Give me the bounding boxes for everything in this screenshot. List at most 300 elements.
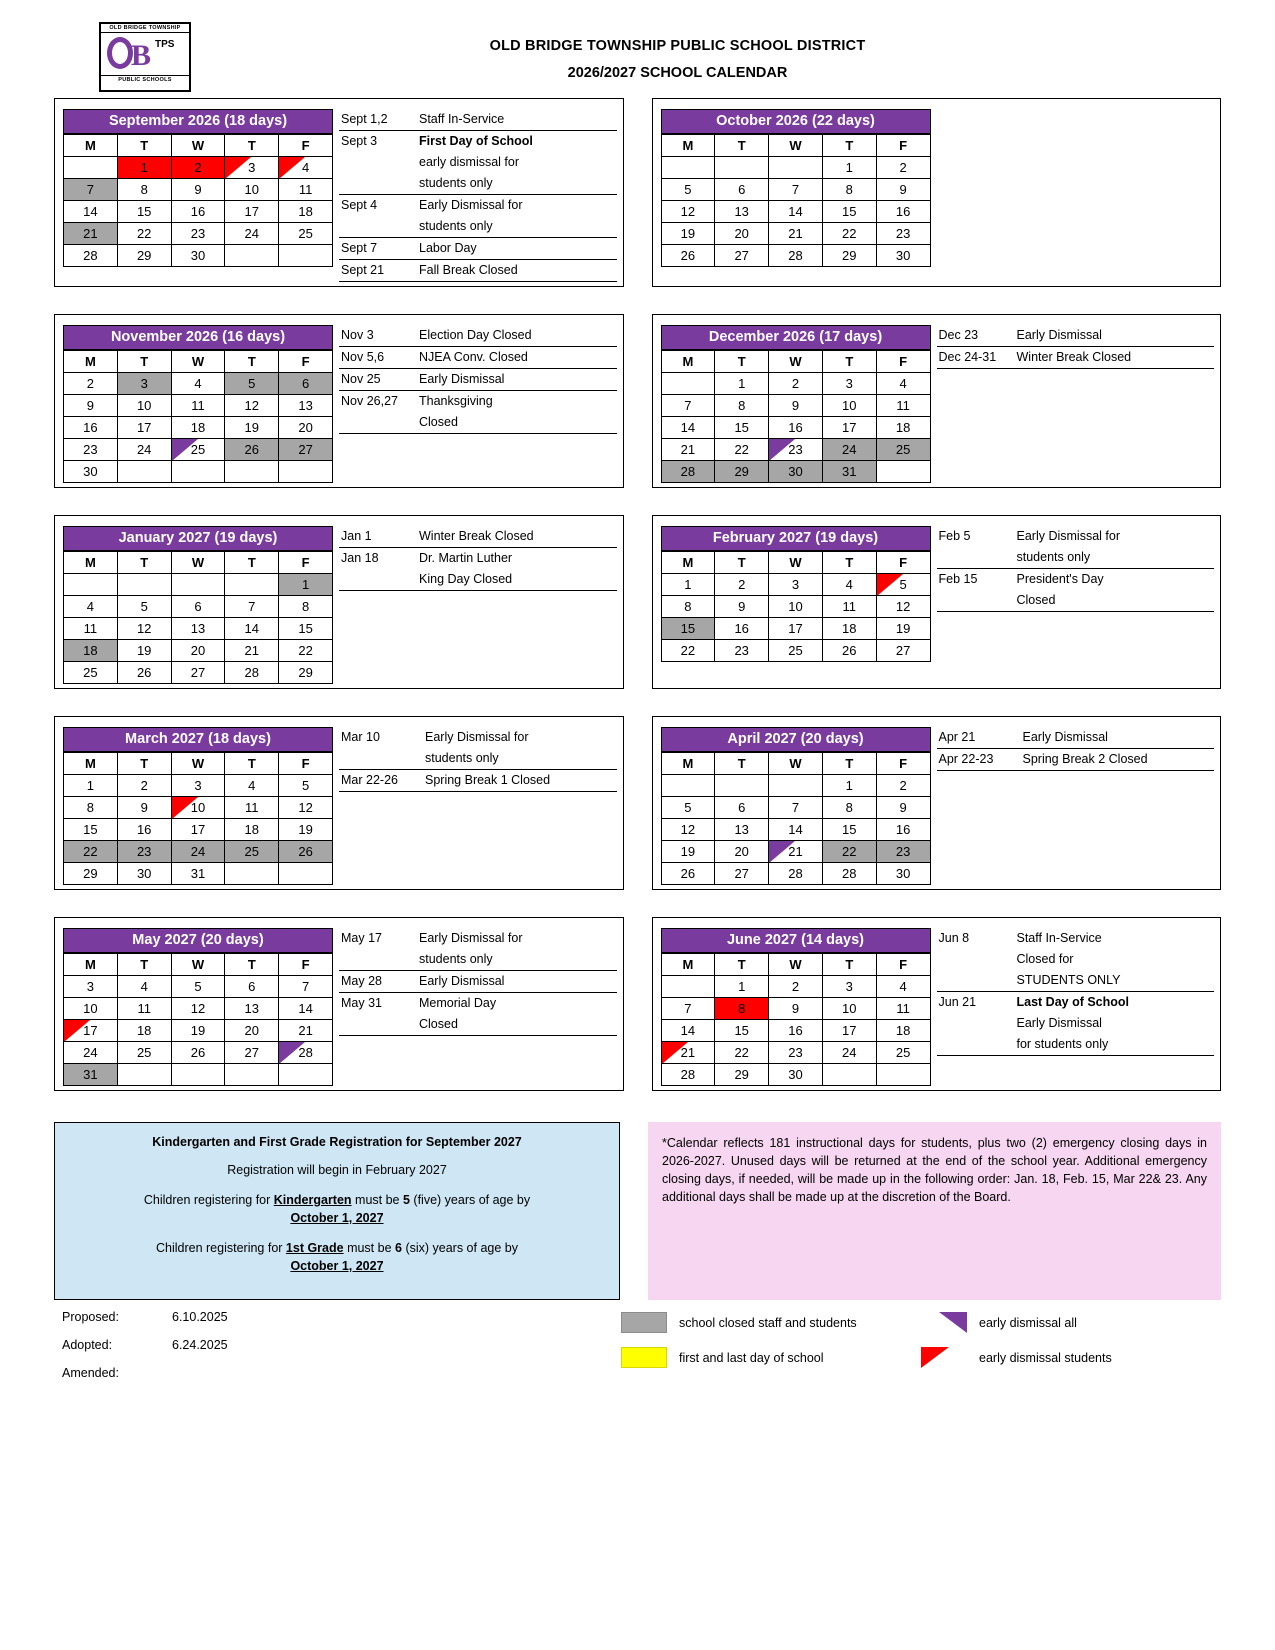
- day-cell[interactable]: [117, 1064, 171, 1086]
- day-cell[interactable]: 26: [225, 439, 279, 461]
- day-cell[interactable]: [822, 1064, 876, 1086]
- day-cell[interactable]: 22: [117, 223, 171, 245]
- weekday-header: W: [171, 135, 225, 157]
- day-cell[interactable]: 12: [117, 618, 171, 640]
- legend-row-1: [621, 1312, 1221, 1382]
- day-cell[interactable]: 6: [715, 797, 769, 819]
- day-cell[interactable]: 3: [225, 157, 279, 179]
- day-cell[interactable]: 24: [225, 223, 279, 245]
- weekday-header: W: [171, 552, 225, 574]
- day-cell[interactable]: 2: [876, 157, 930, 179]
- month-table: [63, 953, 333, 1086]
- day-cell[interactable]: 1: [822, 157, 876, 179]
- day-cell[interactable]: 7: [661, 395, 715, 417]
- day-cell[interactable]: 3: [64, 976, 118, 998]
- day-cell[interactable]: 21: [225, 640, 279, 662]
- day-cell[interactable]: 13: [715, 201, 769, 223]
- day-cell[interactable]: 2: [715, 574, 769, 596]
- day-cell[interactable]: 16: [876, 819, 930, 841]
- day-cell[interactable]: 15: [822, 819, 876, 841]
- legend-label: school closed staff and students: [679, 1315, 857, 1330]
- day-cell[interactable]: 11: [279, 179, 333, 201]
- day-cell[interactable]: 8: [117, 179, 171, 201]
- day-cell[interactable]: 23: [117, 841, 171, 863]
- note-date: Sept 21: [339, 260, 417, 282]
- day-cell[interactable]: 9: [64, 395, 118, 417]
- day-cell[interactable]: 11: [822, 596, 876, 618]
- day-cell[interactable]: 1: [715, 976, 769, 998]
- day-cell[interactable]: 12: [279, 797, 333, 819]
- day-cell[interactable]: 15: [64, 819, 118, 841]
- day-cell[interactable]: 14: [661, 1020, 715, 1042]
- day-cell[interactable]: 10: [171, 797, 225, 819]
- day-cell[interactable]: 5: [171, 976, 225, 998]
- day-cell[interactable]: 26: [171, 1042, 225, 1064]
- day-cell[interactable]: 27: [876, 640, 930, 662]
- day-cell[interactable]: 6: [171, 596, 225, 618]
- day-cell[interactable]: 1: [822, 775, 876, 797]
- note-text: First Day of School: [419, 134, 533, 148]
- logo-bottom-text: PUBLIC SCHOOLS: [101, 75, 189, 84]
- day-cell[interactable]: [171, 574, 225, 596]
- note-row: [937, 526, 1215, 547]
- day-cell[interactable]: 1: [279, 574, 333, 596]
- day-cell[interactable]: 15: [715, 417, 769, 439]
- day-cell[interactable]: 30: [117, 863, 171, 885]
- day-cell[interactable]: 1: [661, 574, 715, 596]
- day-cell[interactable]: [225, 245, 279, 267]
- day-cell[interactable]: 17: [117, 417, 171, 439]
- day-cell[interactable]: 17: [64, 1020, 118, 1042]
- day-cell[interactable]: 19: [225, 417, 279, 439]
- day-cell[interactable]: 14: [661, 417, 715, 439]
- day-cell[interactable]: 27: [715, 245, 769, 267]
- week-row: [661, 863, 930, 885]
- day-cell[interactable]: 2: [769, 373, 823, 395]
- day-cell[interactable]: 21: [661, 439, 715, 461]
- day-cell[interactable]: 9: [117, 797, 171, 819]
- day-cell[interactable]: 22: [822, 841, 876, 863]
- day-cell[interactable]: 25: [279, 223, 333, 245]
- note-row: [937, 1034, 1215, 1056]
- day-cell[interactable]: 6: [279, 373, 333, 395]
- day-cell[interactable]: 31: [822, 461, 876, 483]
- day-cell[interactable]: 27: [715, 863, 769, 885]
- day-cell[interactable]: 7: [769, 179, 823, 201]
- note-text: Spring Break 1 Closed: [423, 770, 617, 792]
- day-cell[interactable]: 10: [117, 395, 171, 417]
- day-cell[interactable]: [117, 574, 171, 596]
- note-text: Early Dismissal: [417, 369, 617, 391]
- note-text: students only: [417, 216, 617, 238]
- day-cell[interactable]: 17: [822, 1020, 876, 1042]
- day-cell[interactable]: 9: [769, 998, 823, 1020]
- day-cell[interactable]: [876, 1064, 930, 1086]
- day-cell[interactable]: 8: [822, 179, 876, 201]
- day-cell[interactable]: 4: [225, 775, 279, 797]
- day-cell[interactable]: 20: [225, 1020, 279, 1042]
- month-notes: [339, 928, 617, 1036]
- day-cell[interactable]: 6: [715, 179, 769, 201]
- day-cell[interactable]: 3: [171, 775, 225, 797]
- day-cell[interactable]: 14: [769, 201, 823, 223]
- day-cell[interactable]: 16: [769, 1020, 823, 1042]
- day-cell[interactable]: 29: [279, 662, 333, 684]
- legend-swatch-grey-icon: [621, 1312, 667, 1333]
- day-cell[interactable]: 7: [769, 797, 823, 819]
- day-cell[interactable]: [117, 461, 171, 483]
- day-cell[interactable]: 25: [64, 662, 118, 684]
- day-cell[interactable]: 31: [64, 1064, 118, 1086]
- day-cell[interactable]: 26: [822, 640, 876, 662]
- day-cell[interactable]: 13: [225, 998, 279, 1020]
- day-cell[interactable]: 29: [715, 1064, 769, 1086]
- day-cell[interactable]: 5: [225, 373, 279, 395]
- day-cell[interactable]: 22: [715, 439, 769, 461]
- day-cell[interactable]: 20: [279, 417, 333, 439]
- month-panel: [652, 98, 1222, 287]
- day-cell[interactable]: 18: [876, 1020, 930, 1042]
- day-cell[interactable]: 19: [279, 819, 333, 841]
- day-cell[interactable]: 22: [715, 1042, 769, 1064]
- day-cell[interactable]: 9: [876, 797, 930, 819]
- note-row: [937, 569, 1215, 591]
- note-row: [339, 369, 617, 391]
- day-cell[interactable]: 3: [822, 976, 876, 998]
- day-cell[interactable]: 28: [661, 1064, 715, 1086]
- k2-a: Children registering for: [143, 1193, 274, 1207]
- week-row: [661, 245, 930, 267]
- day-cell[interactable]: 7: [64, 179, 118, 201]
- day-cell[interactable]: 16: [769, 417, 823, 439]
- day-cell[interactable]: 23: [876, 841, 930, 863]
- day-cell[interactable]: 13: [279, 395, 333, 417]
- day-cell[interactable]: [715, 775, 769, 797]
- k2-date: October 1, 2027: [290, 1211, 384, 1225]
- day-cell[interactable]: [225, 863, 279, 885]
- day-cell[interactable]: 10: [822, 998, 876, 1020]
- weekday-header: T: [117, 135, 171, 157]
- approval-row: [54, 1310, 593, 1324]
- day-cell[interactable]: [279, 245, 333, 267]
- kindergarten-line1: Registration will begin in February 2027: [227, 1163, 447, 1177]
- day-cell[interactable]: 15: [715, 1020, 769, 1042]
- weekday-header: T: [225, 351, 279, 373]
- day-cell[interactable]: 2: [117, 775, 171, 797]
- day-cell[interactable]: 20: [715, 841, 769, 863]
- month-notes: [339, 109, 617, 282]
- day-cell[interactable]: 5: [117, 596, 171, 618]
- day-cell[interactable]: 24: [822, 1042, 876, 1064]
- day-cell[interactable]: 11: [225, 797, 279, 819]
- day-cell[interactable]: 9: [171, 179, 225, 201]
- day-cell[interactable]: 14: [279, 998, 333, 1020]
- day-cell[interactable]: 10: [822, 395, 876, 417]
- day-cell[interactable]: 28: [661, 461, 715, 483]
- day-cell[interactable]: 29: [117, 245, 171, 267]
- day-cell[interactable]: 30: [64, 461, 118, 483]
- day-cell[interactable]: 25: [769, 640, 823, 662]
- weekday-header: F: [279, 351, 333, 373]
- day-cell[interactable]: 25: [876, 1042, 930, 1064]
- day-cell[interactable]: [769, 775, 823, 797]
- day-cell[interactable]: 7: [225, 596, 279, 618]
- day-cell[interactable]: 18: [822, 618, 876, 640]
- day-cell[interactable]: 26: [279, 841, 333, 863]
- day-cell[interactable]: 15: [822, 201, 876, 223]
- day-cell[interactable]: 16: [876, 201, 930, 223]
- day-cell[interactable]: [171, 461, 225, 483]
- day-cell[interactable]: 29: [715, 461, 769, 483]
- day-cell[interactable]: 4: [876, 373, 930, 395]
- day-cell[interactable]: 16: [64, 417, 118, 439]
- day-cell[interactable]: [661, 976, 715, 998]
- day-cell[interactable]: 12: [225, 395, 279, 417]
- day-cell[interactable]: 16: [117, 819, 171, 841]
- weekday-header: T: [715, 753, 769, 775]
- day-cell[interactable]: 14: [64, 201, 118, 223]
- day-cell[interactable]: 23: [876, 223, 930, 245]
- week-row: [661, 461, 930, 483]
- note-text: Closed: [1015, 590, 1215, 612]
- day-cell[interactable]: 15: [661, 618, 715, 640]
- day-cell[interactable]: 20: [715, 223, 769, 245]
- day-cell[interactable]: 5: [876, 574, 930, 596]
- day-cell[interactable]: 8: [661, 596, 715, 618]
- day-cell[interactable]: 26: [661, 245, 715, 267]
- day-cell[interactable]: 5: [661, 797, 715, 819]
- day-cell[interactable]: 16: [715, 618, 769, 640]
- day-cell[interactable]: 5: [661, 179, 715, 201]
- note-text: students only: [417, 949, 617, 971]
- day-cell[interactable]: 18: [117, 1020, 171, 1042]
- day-cell[interactable]: 10: [64, 998, 118, 1020]
- day-cell[interactable]: 1: [117, 157, 171, 179]
- day-cell[interactable]: 17: [225, 201, 279, 223]
- day-cell[interactable]: 29: [822, 245, 876, 267]
- day-cell[interactable]: 8: [715, 998, 769, 1020]
- day-cell[interactable]: 4: [822, 574, 876, 596]
- day-cell[interactable]: 19: [171, 1020, 225, 1042]
- day-cell[interactable]: 1: [64, 775, 118, 797]
- day-cell[interactable]: 27: [225, 1042, 279, 1064]
- day-cell[interactable]: 25: [117, 1042, 171, 1064]
- day-cell[interactable]: 23: [64, 439, 118, 461]
- day-cell[interactable]: 27: [171, 662, 225, 684]
- day-cell[interactable]: [279, 461, 333, 483]
- day-cell[interactable]: 2: [171, 157, 225, 179]
- day-cell[interactable]: 13: [171, 618, 225, 640]
- day-cell[interactable]: 14: [225, 618, 279, 640]
- day-cell[interactable]: 3: [769, 574, 823, 596]
- page-title: 2026/2027 SCHOOL CALENDAR: [567, 65, 788, 81]
- day-cell[interactable]: [64, 157, 118, 179]
- day-cell[interactable]: 11: [64, 618, 118, 640]
- day-cell[interactable]: 17: [769, 618, 823, 640]
- day-cell[interactable]: 23: [769, 1042, 823, 1064]
- day-cell[interactable]: 2: [876, 775, 930, 797]
- day-cell[interactable]: 13: [715, 819, 769, 841]
- day-cell[interactable]: 21: [769, 841, 823, 863]
- day-cell[interactable]: 30: [876, 245, 930, 267]
- day-cell[interactable]: [661, 157, 715, 179]
- day-cell[interactable]: 25: [171, 439, 225, 461]
- day-cell[interactable]: 18: [171, 417, 225, 439]
- day-cell[interactable]: 9: [876, 179, 930, 201]
- day-cell[interactable]: 18: [225, 819, 279, 841]
- note-row: [937, 347, 1215, 369]
- day-cell[interactable]: 8: [822, 797, 876, 819]
- note-text: Winter Break Closed: [417, 526, 617, 548]
- day-cell[interactable]: 7: [661, 998, 715, 1020]
- weekday-header: T: [117, 753, 171, 775]
- day-cell[interactable]: 12: [876, 596, 930, 618]
- day-cell[interactable]: 8: [64, 797, 118, 819]
- day-cell[interactable]: 1: [715, 373, 769, 395]
- weekday-header: T: [822, 954, 876, 976]
- day-cell[interactable]: 22: [279, 640, 333, 662]
- day-cell[interactable]: 3: [117, 373, 171, 395]
- day-cell[interactable]: 11: [876, 395, 930, 417]
- day-cell[interactable]: 22: [822, 223, 876, 245]
- day-cell[interactable]: 24: [171, 841, 225, 863]
- day-cell[interactable]: 16: [171, 201, 225, 223]
- day-cell[interactable]: 28: [64, 245, 118, 267]
- day-cell[interactable]: 24: [64, 1042, 118, 1064]
- day-cell[interactable]: 6: [225, 976, 279, 998]
- week-row: [64, 976, 333, 998]
- day-cell[interactable]: 17: [822, 417, 876, 439]
- logo-tps-text: TPS: [155, 39, 175, 50]
- day-cell[interactable]: 8: [279, 596, 333, 618]
- day-cell[interactable]: 10: [225, 179, 279, 201]
- day-cell[interactable]: 4: [117, 976, 171, 998]
- month-notes-area: [333, 922, 623, 1086]
- day-cell[interactable]: 22: [64, 841, 118, 863]
- day-cell[interactable]: 4: [876, 976, 930, 998]
- day-cell[interactable]: 9: [715, 596, 769, 618]
- day-cell[interactable]: [876, 461, 930, 483]
- day-cell[interactable]: 28: [822, 863, 876, 885]
- day-cell[interactable]: 15: [279, 618, 333, 640]
- month-panel: [54, 98, 624, 287]
- month-row: [54, 98, 1221, 287]
- k3-num: 6: [395, 1241, 402, 1255]
- day-cell[interactable]: 23: [171, 223, 225, 245]
- day-cell[interactable]: [715, 157, 769, 179]
- day-cell[interactable]: 24: [117, 439, 171, 461]
- note-text: Staff In-Service: [417, 109, 617, 131]
- day-cell[interactable]: 4: [64, 596, 118, 618]
- day-cell[interactable]: 30: [769, 461, 823, 483]
- logo-b-letter: B: [131, 39, 152, 72]
- day-cell[interactable]: 30: [171, 245, 225, 267]
- day-cell[interactable]: 28: [279, 1042, 333, 1064]
- day-cell[interactable]: [769, 157, 823, 179]
- day-cell[interactable]: 28: [225, 662, 279, 684]
- day-cell[interactable]: 27: [279, 439, 333, 461]
- day-cell[interactable]: 15: [117, 201, 171, 223]
- month-row: [54, 515, 1221, 689]
- logo-container: [0, 22, 200, 92]
- day-cell[interactable]: 21: [661, 1042, 715, 1064]
- day-cell[interactable]: 11: [171, 395, 225, 417]
- day-cell[interactable]: 22: [661, 640, 715, 662]
- day-cell[interactable]: 30: [769, 1064, 823, 1086]
- day-cell[interactable]: 12: [661, 201, 715, 223]
- weekday-header: F: [876, 351, 930, 373]
- day-cell[interactable]: 11: [117, 998, 171, 1020]
- day-cell[interactable]: 26: [117, 662, 171, 684]
- day-cell[interactable]: 25: [225, 841, 279, 863]
- day-cell[interactable]: 29: [64, 863, 118, 885]
- day-cell[interactable]: 9: [769, 395, 823, 417]
- note-date: May 28: [339, 971, 417, 993]
- day-cell[interactable]: 23: [715, 640, 769, 662]
- weekday-header: T: [225, 753, 279, 775]
- weekday-header: M: [64, 351, 118, 373]
- day-cell[interactable]: 28: [769, 863, 823, 885]
- day-cell[interactable]: 2: [64, 373, 118, 395]
- day-cell[interactable]: 19: [661, 841, 715, 863]
- day-cell[interactable]: 8: [715, 395, 769, 417]
- day-cell[interactable]: 21: [64, 223, 118, 245]
- day-cell[interactable]: 17: [171, 819, 225, 841]
- day-cell[interactable]: 7: [279, 976, 333, 998]
- weekday-header: W: [769, 135, 823, 157]
- day-cell[interactable]: [225, 574, 279, 596]
- day-cell[interactable]: 18: [876, 417, 930, 439]
- day-cell[interactable]: [64, 574, 118, 596]
- day-cell[interactable]: 25: [876, 439, 930, 461]
- day-cell[interactable]: 28: [769, 245, 823, 267]
- day-cell[interactable]: 21: [769, 223, 823, 245]
- day-cell[interactable]: 19: [876, 618, 930, 640]
- day-cell[interactable]: 10: [769, 596, 823, 618]
- day-cell[interactable]: 20: [171, 640, 225, 662]
- month-title: May 2027 (20 days): [63, 928, 333, 953]
- day-cell[interactable]: [279, 1064, 333, 1086]
- day-cell[interactable]: [661, 373, 715, 395]
- day-cell[interactable]: 26: [661, 863, 715, 885]
- day-cell[interactable]: 21: [279, 1020, 333, 1042]
- day-cell[interactable]: 4: [171, 373, 225, 395]
- day-cell[interactable]: [171, 1064, 225, 1086]
- day-cell[interactable]: 30: [876, 863, 930, 885]
- day-cell[interactable]: [225, 1064, 279, 1086]
- month-notes-area: [333, 520, 623, 684]
- day-cell[interactable]: [279, 863, 333, 885]
- day-cell[interactable]: 2: [769, 976, 823, 998]
- day-cell[interactable]: 12: [171, 998, 225, 1020]
- day-cell[interactable]: [225, 461, 279, 483]
- day-cell[interactable]: [661, 775, 715, 797]
- day-cell[interactable]: 19: [117, 640, 171, 662]
- k2-c: (five) years of age by: [409, 1193, 531, 1207]
- day-cell[interactable]: 19: [661, 223, 715, 245]
- day-cell[interactable]: 31: [171, 863, 225, 885]
- day-cell[interactable]: 11: [876, 998, 930, 1020]
- day-cell[interactable]: 23: [769, 439, 823, 461]
- day-cell[interactable]: 18: [279, 201, 333, 223]
- day-cell[interactable]: 18: [64, 640, 118, 662]
- day-cell[interactable]: 14: [769, 819, 823, 841]
- day-cell[interactable]: 3: [822, 373, 876, 395]
- day-cell[interactable]: 4: [279, 157, 333, 179]
- day-cell[interactable]: 5: [279, 775, 333, 797]
- day-cell[interactable]: 12: [661, 819, 715, 841]
- day-cell[interactable]: 24: [822, 439, 876, 461]
